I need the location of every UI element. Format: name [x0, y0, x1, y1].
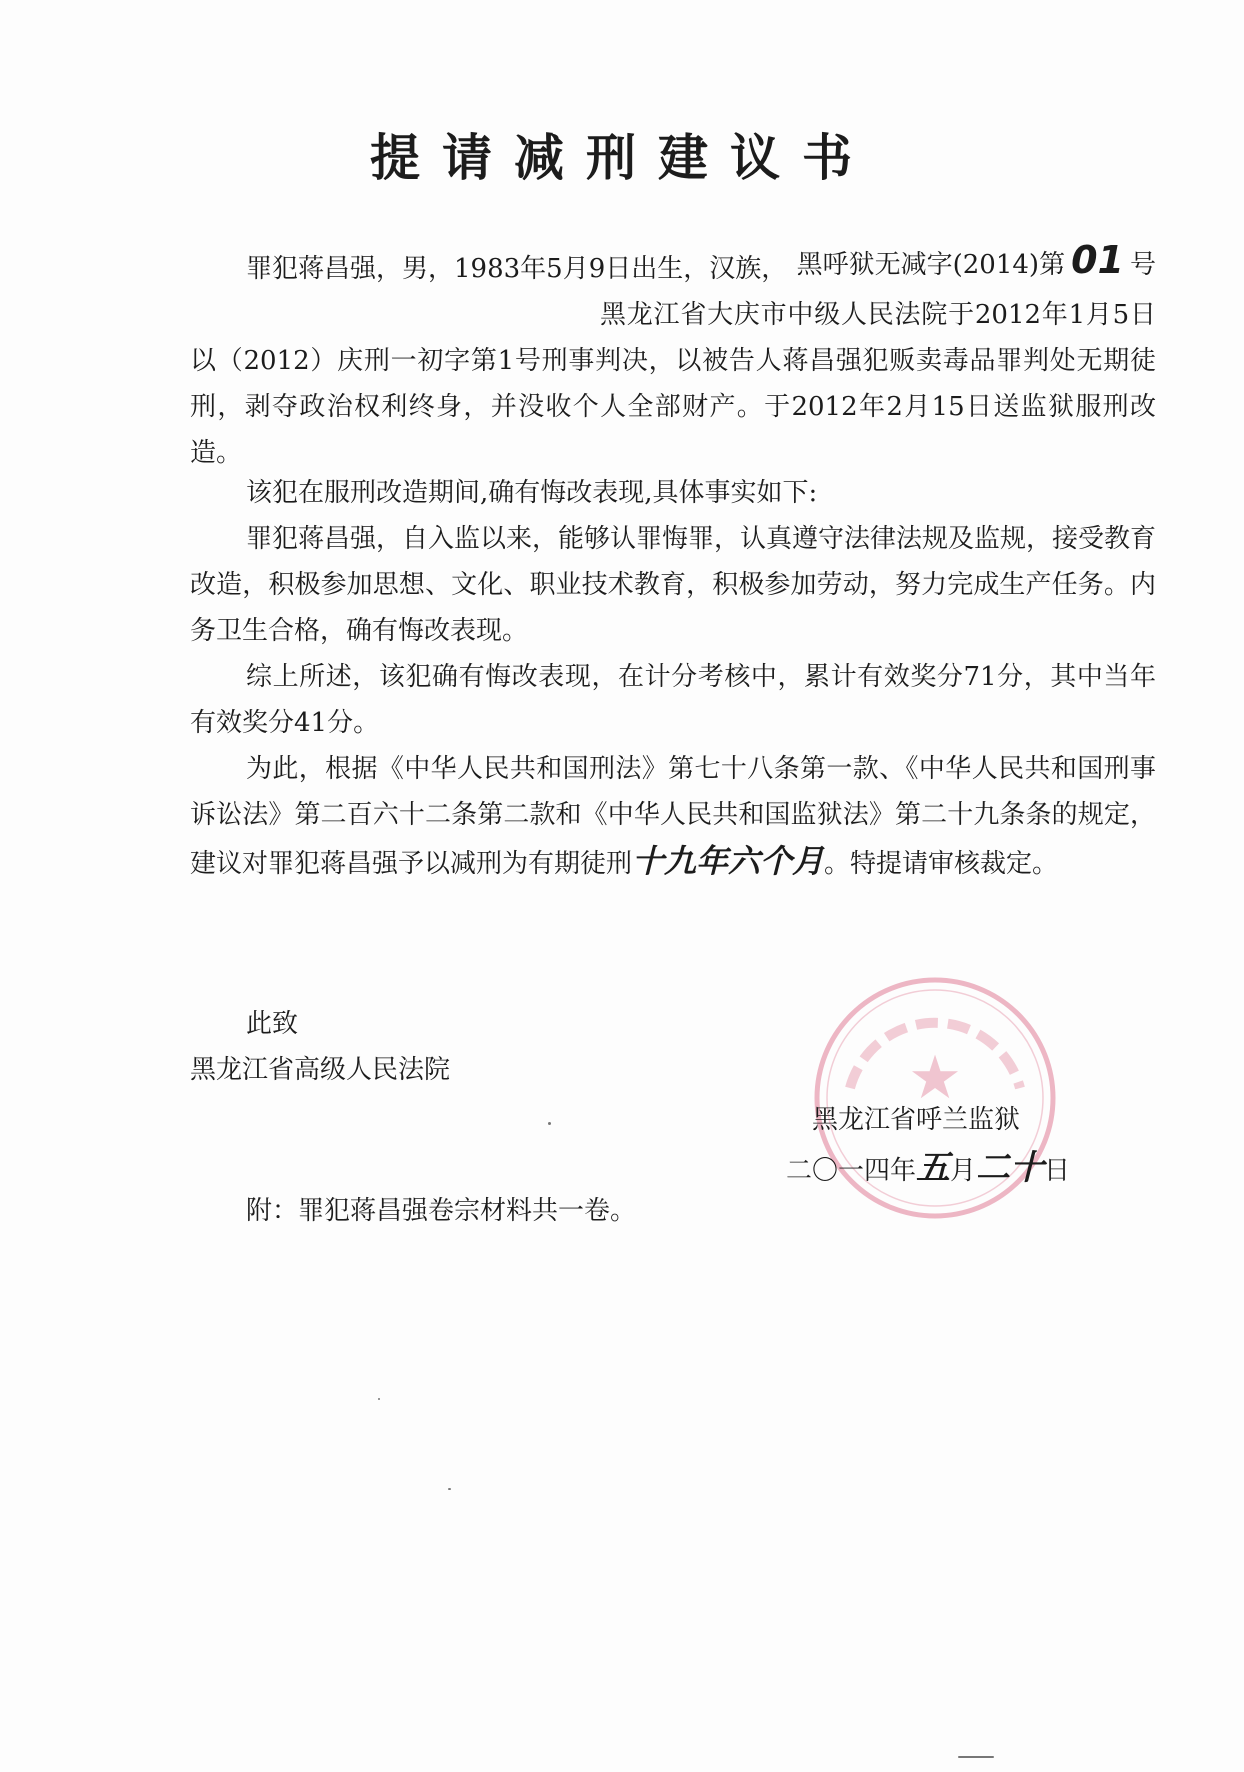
judgment-paragraph: 黑龙江省大庆市中级人民法院于2012年1月5日以（2012）庆刑一初字第1号刑事判决，以被告人蒋昌强犯贩卖毒品罪判处无期徒刑，剥夺政治权利终身，并没收个人全部财产。于2012年2月15日送监狱服刑改造。: [190, 300, 1156, 468]
official-seal-stamp: [805, 968, 1065, 1228]
signing-organization: 黑龙江省呼兰监狱: [812, 1105, 1021, 1135]
signing-date-month-char: 月: [950, 1156, 977, 1186]
scan-speck: [378, 1398, 380, 1400]
signing-date: [786, 1140, 1070, 1189]
signing-date-year: 二〇一四年: [786, 1156, 917, 1186]
salutation: 此致: [246, 1009, 299, 1039]
signing-date-month-handwritten: 五: [916, 1148, 951, 1188]
scan-speck: [958, 1756, 994, 1758]
recipient: 黑龙江省高级人民法院: [190, 1055, 451, 1085]
scan-speck: [448, 1488, 451, 1490]
signing-date-day-handwritten: 二十: [976, 1148, 1045, 1188]
svg-text:★: ★: [908, 1043, 962, 1113]
document-title: 提请减刑建议书: [370, 129, 874, 187]
attachment-note: 附：罪犯蒋昌强卷宗材料共一卷。: [246, 1196, 637, 1226]
criminal-info-paragraph: 罪犯蒋昌强，男，1983年5月9日出生，汉族，: [246, 254, 788, 284]
legal-basis-closing: 。特提请审核裁定。: [824, 849, 1059, 879]
sentence-handwritten: 十九年六个月: [632, 842, 825, 880]
document-number-prefix: 黑呼狱无减字(2014)第: [796, 250, 1066, 280]
document-number-suffix: 号: [1129, 250, 1156, 280]
legal-basis-paragraph: [190, 746, 1156, 887]
scan-speck: [548, 1122, 551, 1125]
repentance-intro-paragraph: 该犯在服刑改造期间,确有悔改表现,具体事实如下:: [246, 478, 818, 508]
score-paragraph: 综上所述，该犯确有悔改表现，在计分考核中，累计有效奖分71分，其中当年有效奖分41分。: [190, 662, 1156, 738]
facts-paragraph: 罪犯蒋昌强，自入监以来，能够认罪悔罪，认真遵守法律法规及监规，接受教育改造，积极参加思想、文化、职业技术教育，积极参加劳动，努力完成生产任务。内务卫生合格，确有悔改表现。: [190, 524, 1157, 646]
signing-date-day-char: 日: [1044, 1156, 1071, 1186]
legal-basis-text: 为此，根据《中华人民共和国刑法》第七十八条第一款、《中华人民共和国刑事诉讼法》第二百六十二条第二款和《中华人民共和国监狱法》第二十九条条的规定，建议对罪犯蒋昌强予以减刑为有期徒刑: [190, 754, 1156, 879]
document-number-handwritten: 01: [1071, 238, 1124, 282]
